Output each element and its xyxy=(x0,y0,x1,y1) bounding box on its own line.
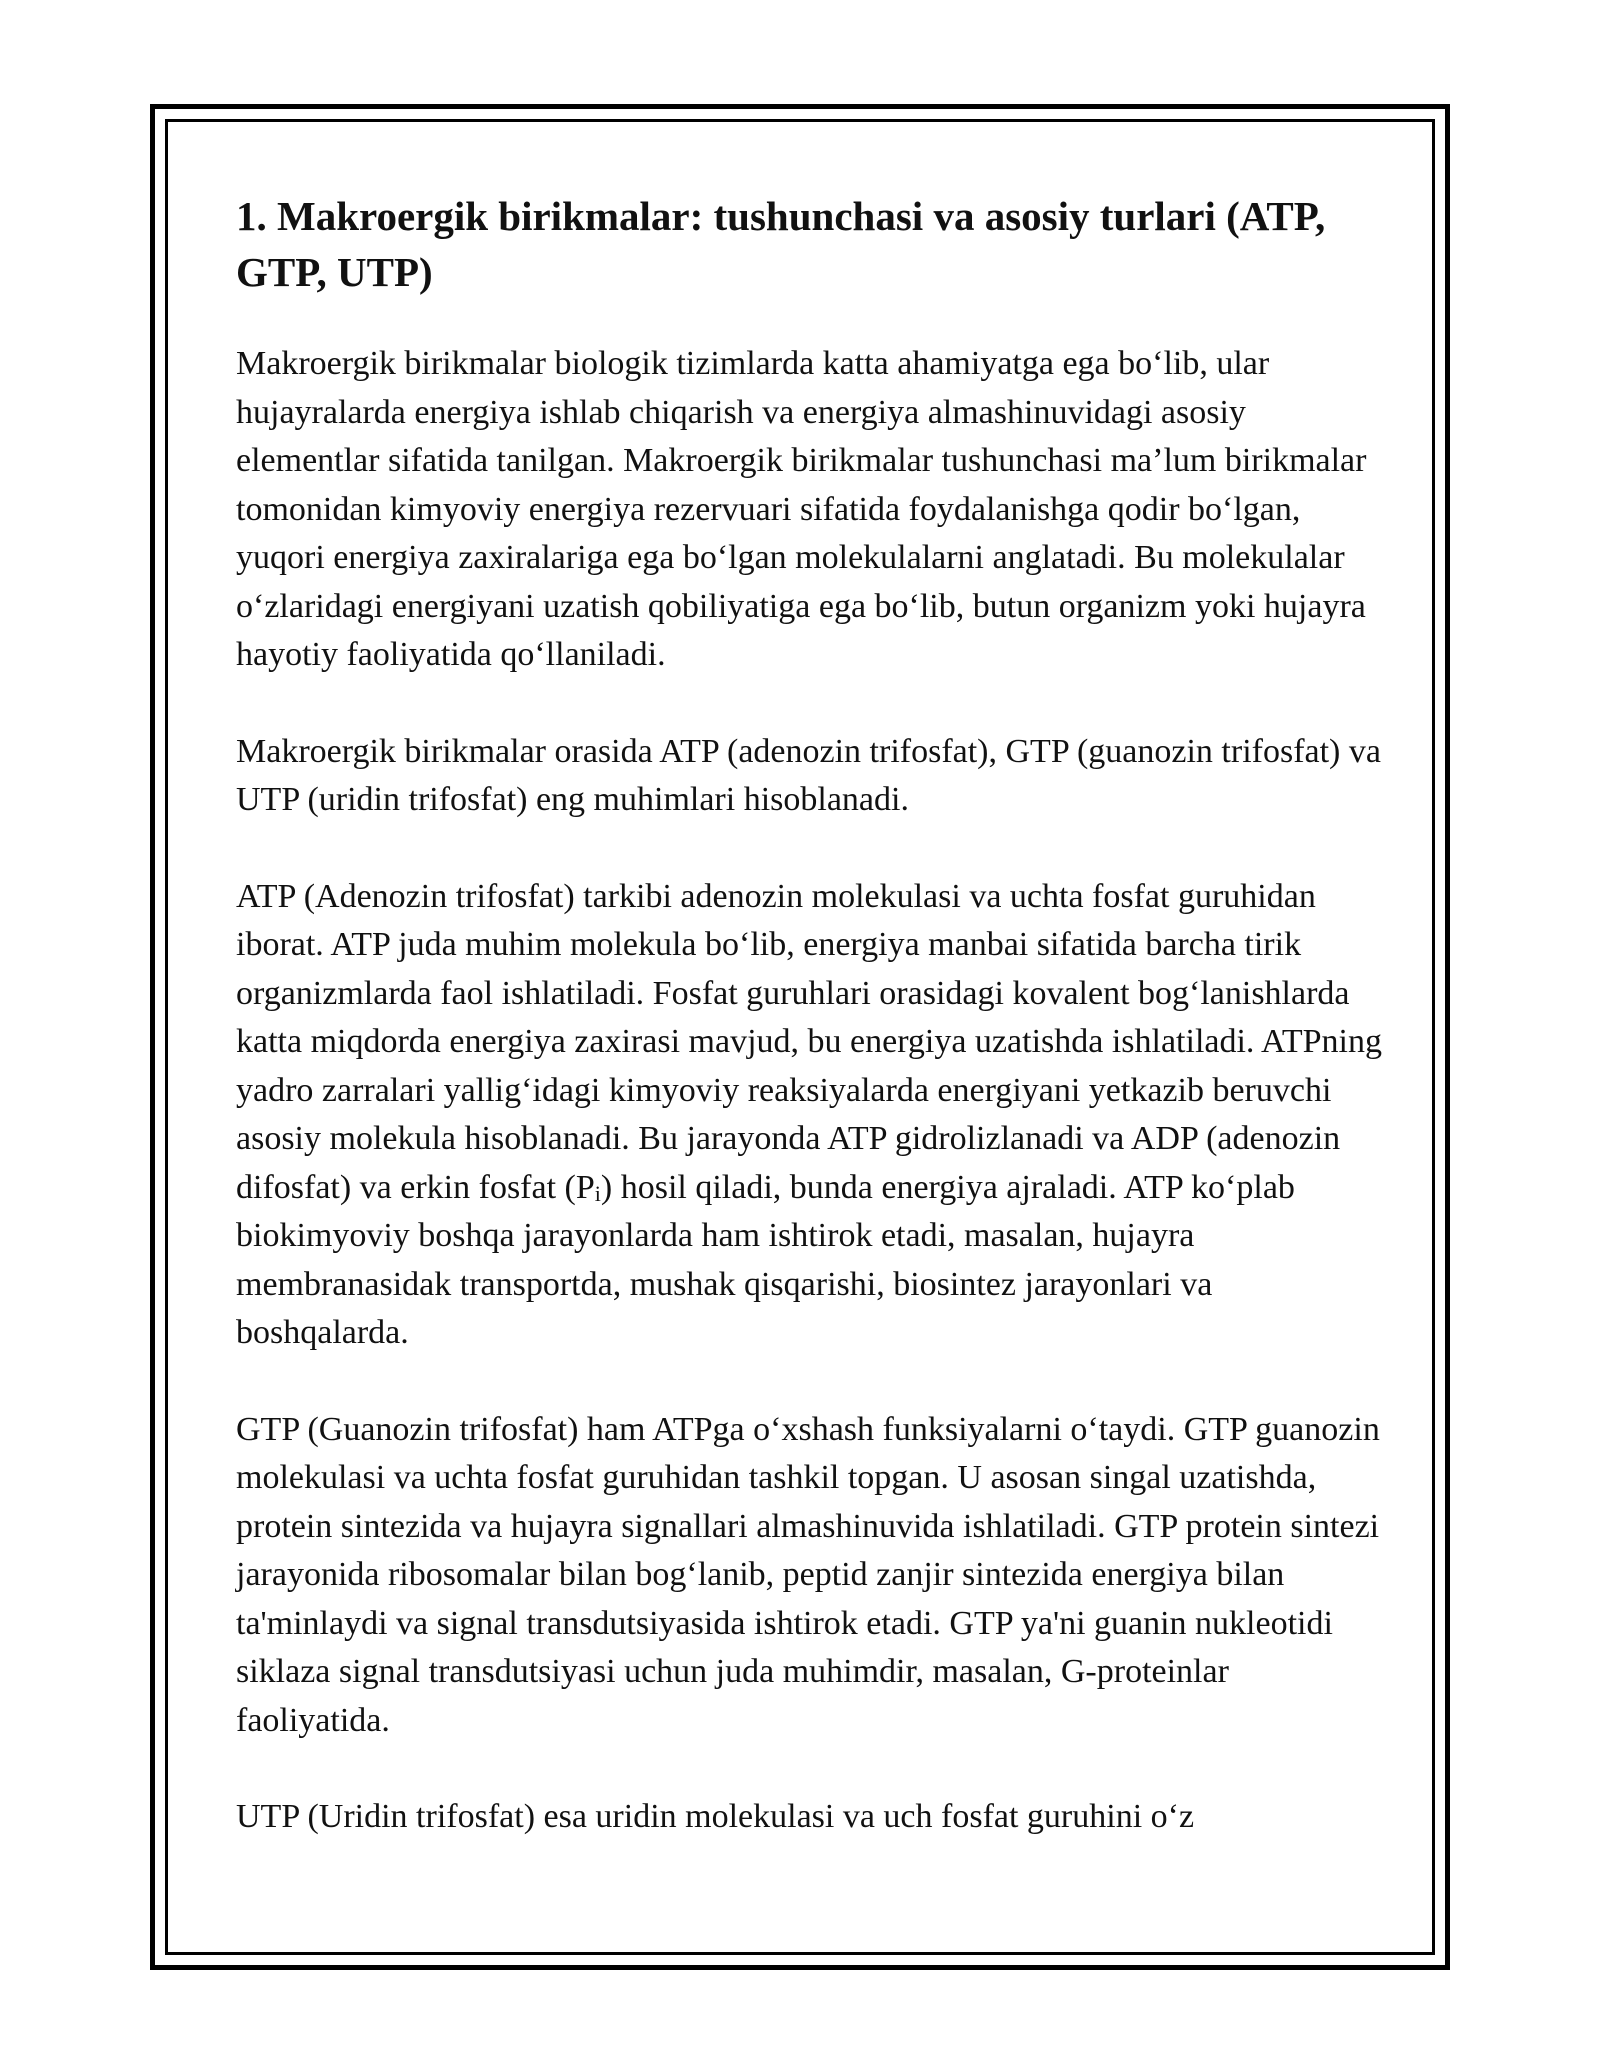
paragraph-atp xyxy=(236,873,1386,1358)
paragraph-utp: UTP (Uridin trifosfat) esa uridin molekulasi va uch fosfat guruhini o‘z xyxy=(236,1798,1195,1835)
atp-text-part-2: ) hosil qiladi, bunda energiya ajraladi. ATP ko‘plab biokimyoviy boshqa jarayonlarda ham ishtirok etadi, masalan, hujayra membranasidak transportda, mushak qisqarishi, biosintez jarayonlari va boshqalarda. xyxy=(236,1168,1295,1351)
phosphate-subscript: i xyxy=(594,1180,601,1206)
paragraph-intro: Makroergik birikmalar biologik tizimlarda katta ahamiyatga ega bo‘lib, ular hujayralarda energiya ishlab chiqarish va energiya almashinuvidagi asosiy elementlar sifatida tanilgan. Makroergik birikmalar tushunchasi ma’lum birikmalar tomonidan kimyoviy energiya rezervuari sifatida foydalanishga qodir bo‘lgan, yuqori energiya zaxiralariga ega bo‘lgan molekulalarni anglatadi. Bu molekulalar o‘zlaridagi energiyani uzatish qobiliyatiga ega bo‘lib, butun organizm yoki hujayra hayotiy faoliyatida qo‘llaniladi. xyxy=(236,345,1367,673)
paragraph-gtp: GTP (Guanozin trifosfat) ham ATPga o‘xshash funksiyalarni o‘taydi. GTP guanozin molekulasi va uchta fosfat guruhidan tashkil topgan. U asosan singal uzatishda, protein sintezida va hujayra signallari almashinuvida ishlatiladi. GTP protein sintezi jarayonida ribosomalar bilan bog‘lanib, peptid zanjir sintezida energiya bilan ta'minlaydi va signal transdutsiyasida ishtirok etadi. GTP ya'ni guanin nukleotidi siklaza signal transdutsiyasi uchun juda muhimdir, masalan, G-proteinlar faoliyatida. xyxy=(236,1410,1380,1739)
document-body xyxy=(236,188,1386,1890)
section-heading: 1. Makroergik birikmalar: tushunchasi va asosiy turlari (ATP, GTP, UTP) xyxy=(236,193,1326,295)
atp-text-part-1: ATP (Adenozin trifosfat) tarkibi adenozin molekulasi va uchta fosfat guruhidan iborat. ATP juda muhim molekula bo‘lib, energiya manbai sifatida barcha tirik organizmlarda faol ishlatiladi. Fosfat guruhlari orasidagi kovalent bog‘lanishlarda katta miqdorda energiya zaxirasi mavjud, bu energiya uzatishda ishlatiladi. ATPning yadro zarralari yallig‘idagi kimyoviy reaksiyalarda energiyani yetkazib beruvchi asosiy molekula hisoblanadi. Bu jarayonda ATP gidrolizlanadi va ADP (adenozin difosfat) va erkin fosfat (P xyxy=(236,877,1382,1206)
paragraph-overview: Makroergik birikmalar orasida ATP (adenozin trifosfat), GTP (guanozin trifosfat) va UTP (uridin trifosfat) eng muhimlari hisoblanadi. xyxy=(236,732,1381,818)
